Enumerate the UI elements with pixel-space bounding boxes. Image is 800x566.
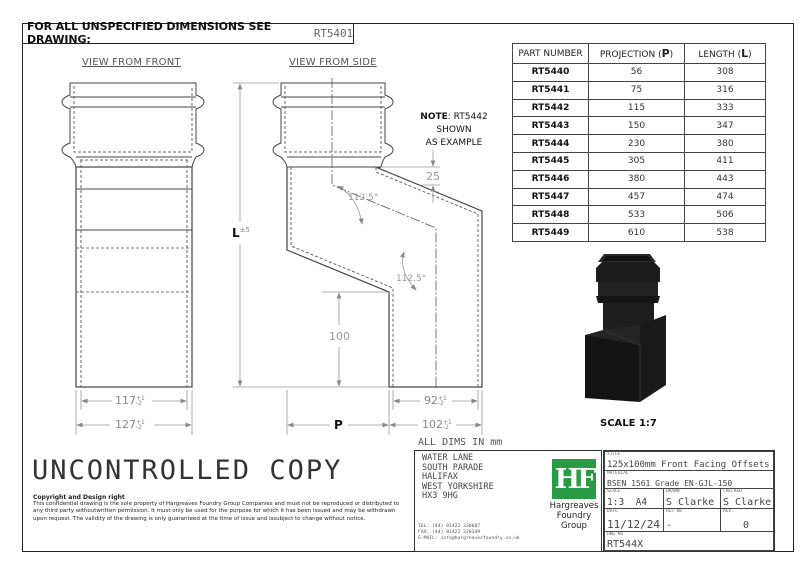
tb-rev: REV. 0 bbox=[720, 508, 774, 532]
uncontrolled-copy-stamp: UNCONTROLLED COPY bbox=[32, 455, 343, 486]
tb-scale: SCALE 1:3 A4 bbox=[604, 488, 664, 509]
table-row: RT5442 115 333 bbox=[513, 99, 766, 117]
dim-front-inner: 117+1 -2 bbox=[115, 394, 145, 407]
dim-side-inner: 92+1 -2 bbox=[424, 394, 447, 407]
parts-table-header bbox=[513, 44, 766, 64]
all-dims-note: ALL DIMS IN mm bbox=[418, 437, 503, 448]
company-name: Hargreaves Foundry Group bbox=[549, 501, 599, 531]
tb-title: TITLE 125x100mm Front Facing Offsets bbox=[604, 451, 774, 471]
front-view bbox=[62, 83, 204, 387]
col-part-number: PART NUMBER bbox=[513, 44, 589, 64]
table-row: RT5448 533 506 bbox=[513, 206, 766, 224]
table-row: RT5449 610 538 bbox=[513, 224, 766, 242]
table-row: RT5445 305 411 bbox=[513, 152, 766, 170]
tb-checked: CHECKED S Clarke bbox=[720, 488, 774, 509]
example-note: NOTE: RT5442 SHOWN AS EXAMPLE bbox=[420, 112, 488, 148]
front-view-title: VIEW FROM FRONT bbox=[82, 57, 181, 68]
tb-drawn: DRAWN S Clarke bbox=[663, 488, 721, 509]
address-lines: WATER LANE SOUTH PARADE HALIFAX WEST YORKSHIRE HX3 9HG bbox=[422, 453, 494, 501]
parts-table bbox=[512, 43, 766, 242]
table-row: RT5447 457 474 bbox=[513, 188, 766, 206]
tb-dwg-no: DWG No RT544X bbox=[604, 531, 774, 551]
dim-side-outer: 102+1 -2 bbox=[422, 418, 452, 431]
offset-3d-render bbox=[585, 254, 666, 402]
col-projection: PROJECTION (P) bbox=[589, 44, 685, 64]
dim-length-l: $L^{\pm 5}$ bbox=[232, 226, 250, 240]
tb-ref: REF No - bbox=[663, 508, 721, 532]
table-row: RT5441 75 316 bbox=[513, 81, 766, 99]
dim-height-100: 100 bbox=[329, 330, 350, 343]
contact-details: TEL: (44) 01422 330607 FAX: (44) 01422 320349 E-MAIL: info@hargreavesfoundry.co.uk bbox=[418, 524, 520, 541]
company-address-block bbox=[414, 450, 602, 552]
table-row: RT5440 56 308 bbox=[513, 64, 766, 82]
render-scale-label: SCALE 1:7 bbox=[600, 418, 657, 429]
copyright-notice: Copyright and Design right This confidential drawing is the sole property of Hargreaves Foundry Group Companies and must not be reproduced or distributed to any third party withoutwritten permission. It must only be used for the purpose for which it has been issued and may be withdrawn upon request. The validity of the drawing is only guaranteed at the time of issue and issubject to change without notice. bbox=[33, 494, 400, 522]
angle-upper: 112.5° bbox=[348, 193, 379, 203]
table-row: RT5443 150 347 bbox=[513, 117, 766, 135]
banner-label: FOR ALL UNSPECIFIED DIMENSIONS SEE DRAWING: bbox=[27, 20, 272, 46]
dim-offset-25: 25 bbox=[426, 170, 440, 183]
table-row: RT5446 380 443 bbox=[513, 170, 766, 188]
col-length: LENGTH (L) bbox=[685, 44, 766, 64]
angle-lower: 112.5° bbox=[396, 274, 427, 284]
banner-drawing-ref: RT5401 bbox=[313, 26, 353, 40]
dim-front-outer: 127+1 -2 bbox=[115, 418, 145, 431]
title-block bbox=[603, 450, 775, 552]
hf-logo: HF bbox=[552, 459, 596, 499]
dim-projection-p: P bbox=[334, 418, 343, 432]
side-view-title: VIEW FROM SIDE bbox=[289, 57, 377, 68]
tb-date: DATE 11/12/24 bbox=[604, 508, 664, 532]
tb-material: MATERIAL BSEN 1561 Grade EN-GJL-150 bbox=[604, 470, 774, 489]
table-row: RT5444 230 380 bbox=[513, 135, 766, 153]
